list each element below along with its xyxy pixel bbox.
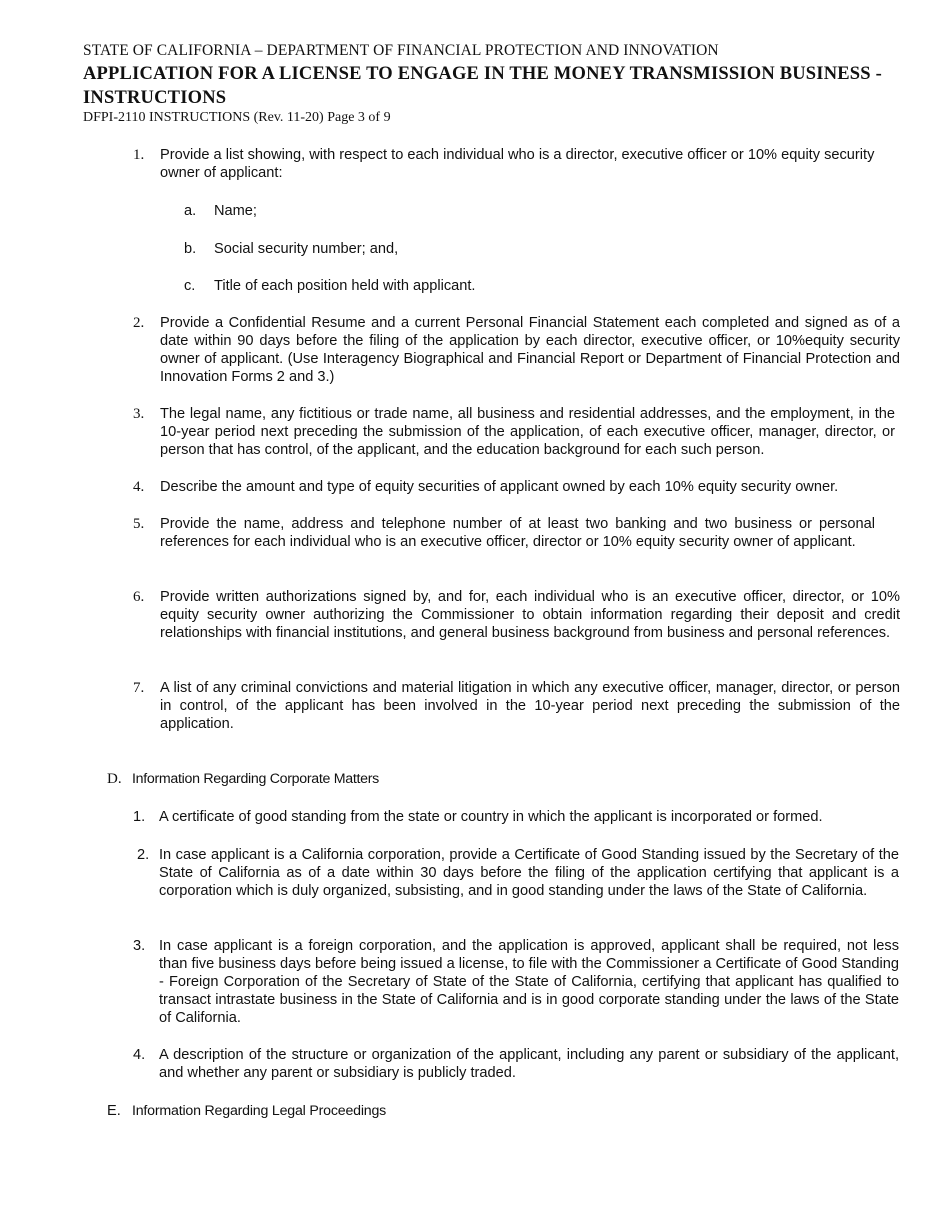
list-item: A certificate of good standing from the state or country in which the applicant is incorporated or formed. xyxy=(159,809,823,825)
list-item-number: 2. xyxy=(133,315,145,331)
list-item: In case applicant is a foreign corporation, and the application is approved, applicant shall be required, not less than five business days before being issued a license, to file with the Commissioner a Certificate of Good Standing - Foreign Corporation of the Secretary of State of the State of California, certifying that applicant has qualified to transact intrastate business in the State of California and is in good corporate standing under the laws of the State of California. xyxy=(159,938,899,1026)
list-item-number: 4. xyxy=(133,479,145,495)
list-item: The legal name, any fictitious or trade name, all business and residential addresses, and the employment, in the 10-year period next preceding the submission of the application, of each executive officer, manager, director, or person that has control, of the applicant, and the education background for each such person. xyxy=(160,406,895,458)
list-item: A list of any criminal convictions and material litigation in which any executive officer, manager, director, or person in control, of the applicant has been involved in the 10-year period next preceding the submission of the application. xyxy=(160,680,900,732)
list-item-number: 5. xyxy=(133,516,145,532)
list-item-number: 7. xyxy=(133,680,145,696)
agency-header: STATE OF CALIFORNIA – DEPARTMENT OF FINANCIAL PROTECTION AND INNOVATION xyxy=(83,42,719,59)
sub-item: Title of each position held with applicant. xyxy=(214,278,476,294)
section-letter: E. xyxy=(107,1103,121,1119)
list-item: Provide a Confidential Resume and a current Personal Financial Statement each completed and signed as of a date within 90 days before the filing of the application by each director, executive officer, or 10%equity security owner of applicant. (Use Interagency Biographical and Financial Report or Department of Financial Protection and Innovation Forms 2 and 3.) xyxy=(160,315,900,385)
section-heading: Information Regarding Legal Proceedings xyxy=(132,1103,387,1119)
list-item: Provide written authorizations signed by, and for, each individual who is an executive officer, director, or 10% equity security owner authorizing the Commissioner to obtain information regarding their deposit and credit relationships with financial institutions, and general business background from business and personal references. xyxy=(160,589,900,641)
sub-item: Social security number; and, xyxy=(214,241,399,257)
form-number-line: DFPI-2110 INSTRUCTIONS (Rev. 11-20) Page 3 of 9 xyxy=(83,110,391,125)
sub-item-letter: a. xyxy=(184,203,197,219)
list-item-number: 1. xyxy=(133,809,146,825)
list-item-number: 3. xyxy=(133,406,145,422)
list-item: A description of the structure or organization of the applicant, including any parent or subsidiary of the applicant, and whether any parent or subsidiary is publicly traded. xyxy=(159,1047,899,1081)
list-item-number: 2. xyxy=(137,847,150,863)
list-item: Provide the name, address and telephone number of at least two banking and two business or personal references for each individual who is an executive officer, director or 10% equity security owner of applicant. xyxy=(160,516,875,550)
list-item-number: 3. xyxy=(133,938,146,954)
list-item: Provide a list showing, with respect to each individual who is a director, executive officer or 10% equity security owner of applicant: xyxy=(160,147,875,181)
list-item-number: 1. xyxy=(133,147,145,163)
list-item-number: 4. xyxy=(133,1047,146,1063)
document-title: APPLICATION FOR A LICENSE TO ENGAGE IN THE MONEY TRANSMISSION BUSINESS - INSTRUCTIONS xyxy=(83,64,882,108)
list-item: In case applicant is a California corporation, provide a Certificate of Good Standing issued by the Secretary of the State of California as of a date within 30 days before the filing of the application certifying that applicant is a corporation which is duly organized, subsisting, and in good standing under the laws of the State of California. xyxy=(159,847,899,899)
section-letter: D. xyxy=(107,771,122,787)
sub-item-letter: b. xyxy=(184,241,197,257)
sub-item: Name; xyxy=(214,203,257,219)
list-item: Describe the amount and type of equity securities of applicant owned by each 10% equity security owner. xyxy=(160,479,839,495)
list-item-number: 6. xyxy=(133,589,145,605)
section-heading: Information Regarding Corporate Matters xyxy=(132,771,379,787)
sub-item-letter: c. xyxy=(184,278,196,294)
